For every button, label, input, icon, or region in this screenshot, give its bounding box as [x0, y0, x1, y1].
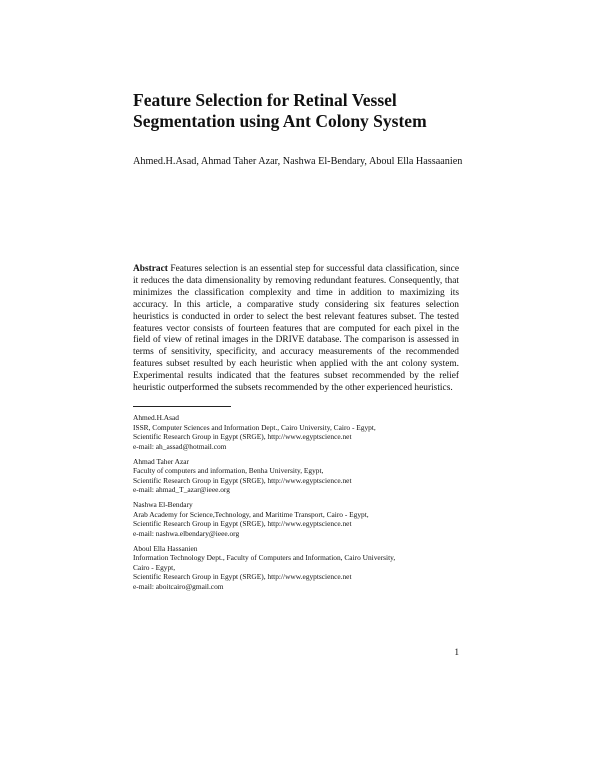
author-list: Ahmed.H.Asad, Ahmad Taher Azar, Nashwa El-Bendary, Aboul Ella Hassaanien	[133, 156, 463, 167]
affiliation-line: Faculty of computers and information, Benha University, Egypt,	[133, 466, 324, 476]
affiliation-line: ISSR, Computer Sciences and Information Dept., Cairo University, Cairo - Egypt,	[133, 422, 376, 432]
abstract-label: Abstract	[133, 264, 168, 274]
paper-title	[133, 90, 493, 132]
affiliation-line: Cairo - Egypt,	[133, 562, 176, 572]
affiliation-line: Scientific Research Group in Egypt (SRGE), http://www.egyptscience.net	[133, 519, 352, 529]
footnote-rule	[133, 406, 231, 407]
affiliations	[133, 413, 463, 597]
affiliation-name: Aboul Ella Hassanien	[133, 543, 198, 553]
affiliation-email: e-mail: ahmad_T_azar@ieee.org	[133, 485, 230, 495]
affiliation-line: Scientific Research Group in Egypt (SRGE), http://www.egyptscience.net	[133, 572, 352, 582]
affiliation-block	[133, 413, 463, 451]
affiliation-line: Scientific Research Group in Egypt (SRGE), http://www.egyptscience.net	[133, 432, 352, 442]
affiliation-line: Scientific Research Group in Egypt (SRGE), http://www.egyptscience.net	[133, 475, 352, 485]
title-line: Segmentation using Ant Colony System	[133, 111, 427, 131]
affiliation-block	[133, 457, 463, 495]
affiliation-email: e-mail: nashwa.elbendary@ieee.org	[133, 528, 240, 538]
affiliation-block	[133, 500, 463, 538]
abstract	[133, 264, 459, 395]
title-line: Feature Selection for Retinal Vessel	[133, 90, 397, 110]
affiliation-email: e-mail: ah_assad@hotmail.com	[133, 441, 227, 451]
affiliation-email: e-mail: aboitcairo@gmail.com	[133, 582, 224, 592]
abstract-text: Features selection is an essential step for successful data classification, since it reduces the data dimensionality by removing redundant features. Consequently, that minimizes the classification complexity and time in addition to maximizing its accuracy. In this article, a comparative study considering six features selection heuristics is conducted in order to select the best relevant features subset. The tested features vector consists of fourteen features that are computed for each pixel in the field of view of retinal images in the DRIVE database. The comparison is assessed in terms of sensitivity, specificity, and accuracy measurements of the recommended features subset resulted by each heuristic when applied with the ant colony system. Experimental results indicated that the features subset recommended by the relief heuristic outperformed the subsets recommended by the other experienced heuristics.	[133, 264, 459, 394]
affiliation-block	[133, 544, 463, 592]
affiliation-name: Nashwa El-Bendary	[133, 500, 193, 510]
page-number: 1	[454, 648, 459, 658]
affiliation-line: Information Technology Dept., Faculty of Computers and Information, Cairo University,	[133, 553, 396, 563]
affiliation-line: Arab Academy for Science,Technology, and Maritime Transport, Cairo - Egypt,	[133, 509, 369, 519]
affiliation-name: Ahmed.H.Asad	[133, 413, 179, 422]
affiliation-name: Ahmad Taher Azar	[133, 456, 189, 466]
